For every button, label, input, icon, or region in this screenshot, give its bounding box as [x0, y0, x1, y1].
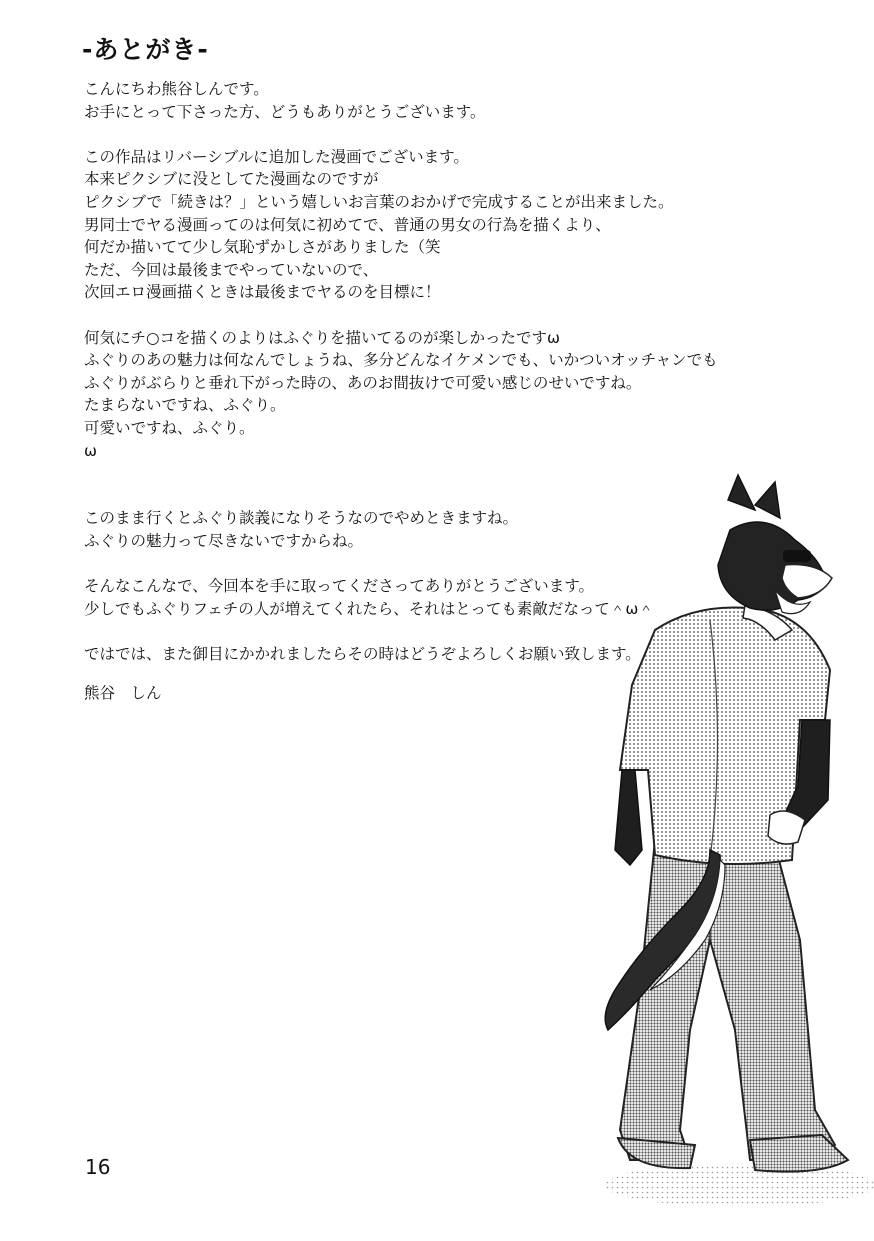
right-hand: [768, 811, 805, 844]
glasses: [783, 550, 811, 562]
body-line: 本来ピクシブに没としてた漫画なのですが: [84, 170, 379, 189]
right-ear: [755, 482, 780, 518]
body-line: 何だか描いてて少し気恥ずかしさがありました（笑: [84, 238, 441, 257]
trousers: [620, 840, 835, 1160]
body-line: ふぐりの魅力って尽きないですからね。: [84, 531, 364, 550]
body-line: このまま行くとふぐり談義になりそうなのでやめときますね。: [84, 509, 519, 528]
body-line: 何気にチ○コを描くのよりはふぐりを描いてるのが楽しかったですω: [84, 328, 561, 347]
left-ear: [728, 475, 755, 510]
body-line: 少しでもふぐりフェチの人が増えてくれたら、それはとっても素敵だなって＾ω＾: [84, 599, 654, 618]
body-line: ふぐりがぶらりと垂れ下がった時の、あのお間抜けで可愛い感じのせいですね。: [84, 373, 642, 392]
page-number: 16: [85, 1155, 111, 1179]
page-title: -あとがき-: [82, 35, 209, 64]
body-line: そんなこんなで、今回本を手に取ってくださってありがとうございます。: [84, 577, 594, 596]
body-line: ω: [84, 441, 97, 460]
body-line: お手にとって下さった方、どうもありがとうございます。: [84, 102, 486, 121]
ground-shadow: [605, 1163, 874, 1207]
left-arm: [615, 770, 642, 865]
body-line: ピクシブで「続きは？」という嬉しいお言葉のおかげで完成することが出来ました。: [84, 192, 674, 211]
wolf-head: [718, 522, 830, 610]
author-signature: 熊谷 しん: [84, 684, 162, 702]
wolf-character-illustration: [560, 470, 874, 1210]
body-line: ただ、今回は最後までやっていないので、: [84, 260, 379, 279]
body-line: 可愛いですね、ふぐり。: [84, 418, 255, 437]
body-line: 次回エロ漫画描くときは最後までヤるのを目標に！: [84, 283, 441, 302]
body-line: 男同士でヤる漫画ってのは何気に初めてで、普通の男女の行為を描くより、: [84, 215, 611, 234]
paragraph-gap: [84, 123, 784, 146]
body-line: この作品はリバーシブルに追加した漫画でございます。: [84, 147, 469, 166]
body-line: ではでは、また御目にかかれましたらその時はどうぞよろしくお願い致します。: [84, 644, 641, 663]
paragraph-gap: [84, 304, 784, 327]
body-line: ふぐりのあの魅力は何なんでしょうね、多分どんなイケメンでも、いかついオッチャンでも: [84, 351, 718, 370]
body-line: こんにちわ熊谷しんです。: [84, 80, 269, 98]
body-line: たまらないですね、ふぐり。: [84, 396, 286, 415]
